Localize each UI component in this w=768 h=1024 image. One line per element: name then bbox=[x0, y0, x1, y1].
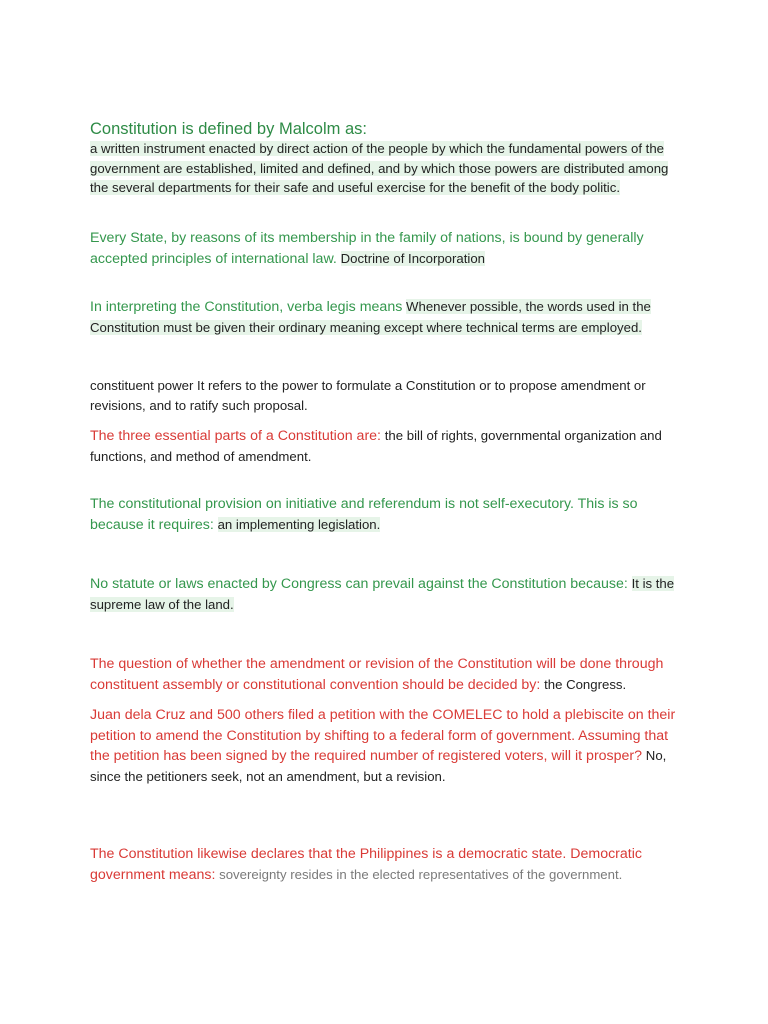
answer-text: Whenever possible, the words used in the Constitution must be given their ordinary meaning except where technical terms are employed. bbox=[90, 299, 651, 335]
qa-item-amendment-body bbox=[90, 654, 680, 695]
answer-text: the bill of rights, governmental organization and functions, and method of amendment. bbox=[90, 428, 662, 464]
question-text: The Constitution likewise declares that the Philippines is a democratic state. Democratic government means: bbox=[90, 846, 642, 883]
answer-text: No, since the petitioners seek, not an amendment, but a revision. bbox=[90, 748, 667, 784]
question-text: No statute or laws enacted by Congress can prevail against the Constitution because: bbox=[90, 576, 628, 592]
constituent-power-paragraph bbox=[90, 376, 680, 415]
question-text: In interpreting the Constitution, verba legis means bbox=[90, 299, 403, 315]
answer-text: It is the supreme law of the land. bbox=[90, 576, 675, 612]
question-text: Juan dela Cruz and 500 others filed a petition with the COMELEC to hold a plebiscite on their petition to amend the Constitution by shifting to a federal form of government. Assuming that the petition has been signed by the required number of registered voters, will it prosper? bbox=[90, 707, 676, 765]
qa-item-juan-dela-cruz bbox=[90, 705, 680, 786]
page-title: Constitution is defined by Malcolm as: bbox=[90, 120, 367, 138]
question-text: The question of whether the amendment or revision of the Constitution will be done through constituent assembly or constitutional convention should be decided by: bbox=[90, 656, 664, 693]
qa-item-democratic-government bbox=[90, 844, 680, 885]
answer-text: an implementing legislation. bbox=[217, 516, 381, 532]
question-text: The three essential parts of a Constitution are: bbox=[90, 428, 382, 444]
statement-text: constituent power It refers to the power to formulate a Constitution or to propose amendment or revisions, and to ratify such proposal. bbox=[90, 378, 646, 413]
definition-text: a written instrument enacted by direct action of the people by which the fundamental powers of the government are established, limited and defined, and by which those powers are distributed among the several departments for their safe and useful exercise for the benefit of the body politic. bbox=[90, 141, 669, 196]
answer-text: sovereignty resides in the elected representatives of the government. bbox=[219, 866, 623, 882]
qa-item-initiative-referendum bbox=[90, 494, 680, 535]
qa-item-verba-legis bbox=[90, 297, 680, 337]
question-text: Every State, by reasons of its membership in the family of nations, is bound by generally accepted principles of international law. bbox=[90, 230, 644, 267]
definition-paragraph bbox=[90, 139, 680, 198]
question-text: The constitutional provision on initiative and referendum is not self-executory. This is so because it requires: bbox=[90, 496, 638, 533]
qa-item-essential-parts bbox=[90, 426, 680, 466]
qa-item-incorporation bbox=[90, 228, 680, 269]
answer-text: Doctrine of Incorporation bbox=[340, 250, 485, 266]
answer-text: the Congress. bbox=[544, 676, 627, 692]
qa-item-supreme-law bbox=[90, 574, 680, 614]
